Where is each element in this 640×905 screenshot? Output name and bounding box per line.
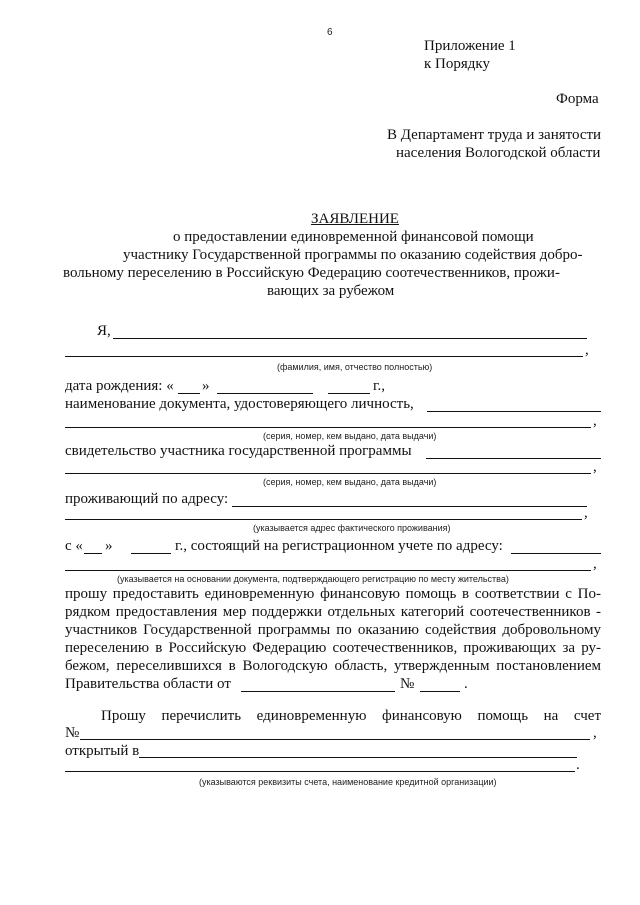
certificate-label: свидетельство участника государственной программы <box>65 443 412 459</box>
address-line[interactable] <box>232 506 587 507</box>
address-caption: (указывается адрес фактического проживания) <box>253 523 451 533</box>
request-line-1: прошу предоставить единовременную финансовую помощь в соответствии с По- <box>65 586 601 602</box>
id-document-comma: , <box>593 413 597 429</box>
resolution-dot: . <box>464 676 468 692</box>
registration-day-line[interactable] <box>84 553 102 554</box>
bank-caption: (указываются реквизиты счета, наименование кредитной организации) <box>199 777 497 787</box>
applicant-name-comma: , <box>585 342 589 358</box>
birth-day-close: » <box>202 378 210 394</box>
appendix-line-1: Приложение 1 <box>424 38 516 54</box>
account-number-line[interactable] <box>80 739 590 740</box>
title-line-3: вольному переселению в Российскую Федерацию соотечественников, прожи- <box>63 265 560 281</box>
registration-month-line[interactable] <box>131 553 171 554</box>
addressee-line-1: В Департамент труда и занятости <box>387 127 602 143</box>
document-heading: ЗАЯВЛЕНИЕ <box>311 211 399 227</box>
birth-day-line[interactable] <box>178 393 200 394</box>
opened-in-label: открытый в <box>65 743 140 759</box>
request-line-3: участников Государственной программы по оказанию содействия добровольному <box>65 622 601 638</box>
address-label: проживающий по адресу: <box>65 491 229 507</box>
request-line-5: бежом, переселившихся в Вологодскую область, утвержденным постановлением <box>65 658 601 674</box>
registration-day-close: » <box>105 538 113 554</box>
appendix-line-2: к Порядку <box>424 56 490 72</box>
registration-from-label: с « <box>65 538 83 554</box>
title-line-4: вающих за рубежом <box>267 283 395 299</box>
request-line-2: рядком предоставления мер поддержки отдельных категорий соотечественников - <box>65 604 601 620</box>
transfer-line-1: Прошу перечислить единовременную финансовую помощь на счет <box>101 708 601 724</box>
certificate-line-2[interactable] <box>65 473 591 474</box>
title-line-1: о предоставлении единовременной финансовой помощи <box>173 229 534 245</box>
account-number-label: № <box>65 725 80 741</box>
address-line-2[interactable] <box>65 519 582 520</box>
registration-label: г., состоящий на регистрационном учете по адресу: <box>175 538 503 554</box>
registration-caption: (указывается на основании документа, подтверждающего регистрацию по месту жительства) <box>117 574 509 584</box>
request-line-6-label: Правительства области от <box>65 676 231 692</box>
bank-details-line[interactable] <box>65 771 575 772</box>
bank-details-dot: . <box>576 757 580 773</box>
birth-date-label: дата рождения: « <box>65 378 174 394</box>
resolution-date-line[interactable] <box>241 691 395 692</box>
id-document-line-2[interactable] <box>65 427 591 428</box>
applicant-name-line-2[interactable] <box>65 356 583 357</box>
registration-address-line[interactable] <box>511 553 601 554</box>
resolution-number-line[interactable] <box>420 691 460 692</box>
form-label: Форма <box>556 91 599 107</box>
resolution-number-sign: № <box>400 676 415 692</box>
fio-caption: (фамилия, имя, отчество полностью) <box>277 362 433 372</box>
registration-comma: , <box>593 556 597 572</box>
id-document-caption: (серия, номер, кем выдано, дата выдачи) <box>263 431 437 441</box>
page-number: 6 <box>327 27 333 38</box>
birth-month-line[interactable] <box>217 393 313 394</box>
address-comma: , <box>584 505 588 521</box>
account-number-comma: , <box>593 725 597 741</box>
certificate-line[interactable] <box>426 458 601 459</box>
applicant-name-line[interactable] <box>113 338 587 339</box>
birth-year-suffix: г., <box>373 378 385 394</box>
id-document-line[interactable] <box>427 411 601 412</box>
request-line-4: переселению в Российскую Федерацию соотечественников, проживающих за ру- <box>65 640 601 656</box>
certificate-comma: , <box>593 459 597 475</box>
certificate-caption: (серия, номер, кем выдано, дата выдачи) <box>263 477 437 487</box>
bank-name-line[interactable] <box>139 757 577 758</box>
birth-year-line[interactable] <box>328 393 370 394</box>
title-line-2: участнику Государственной программы по оказанию содействия добро- <box>123 247 583 263</box>
id-document-label: наименование документа, удостоверяющего личность, <box>65 396 414 412</box>
applicant-label: Я, <box>97 323 111 339</box>
registration-address-line-2[interactable] <box>65 570 591 571</box>
addressee-line-2: населения Вологодской области <box>396 145 601 161</box>
